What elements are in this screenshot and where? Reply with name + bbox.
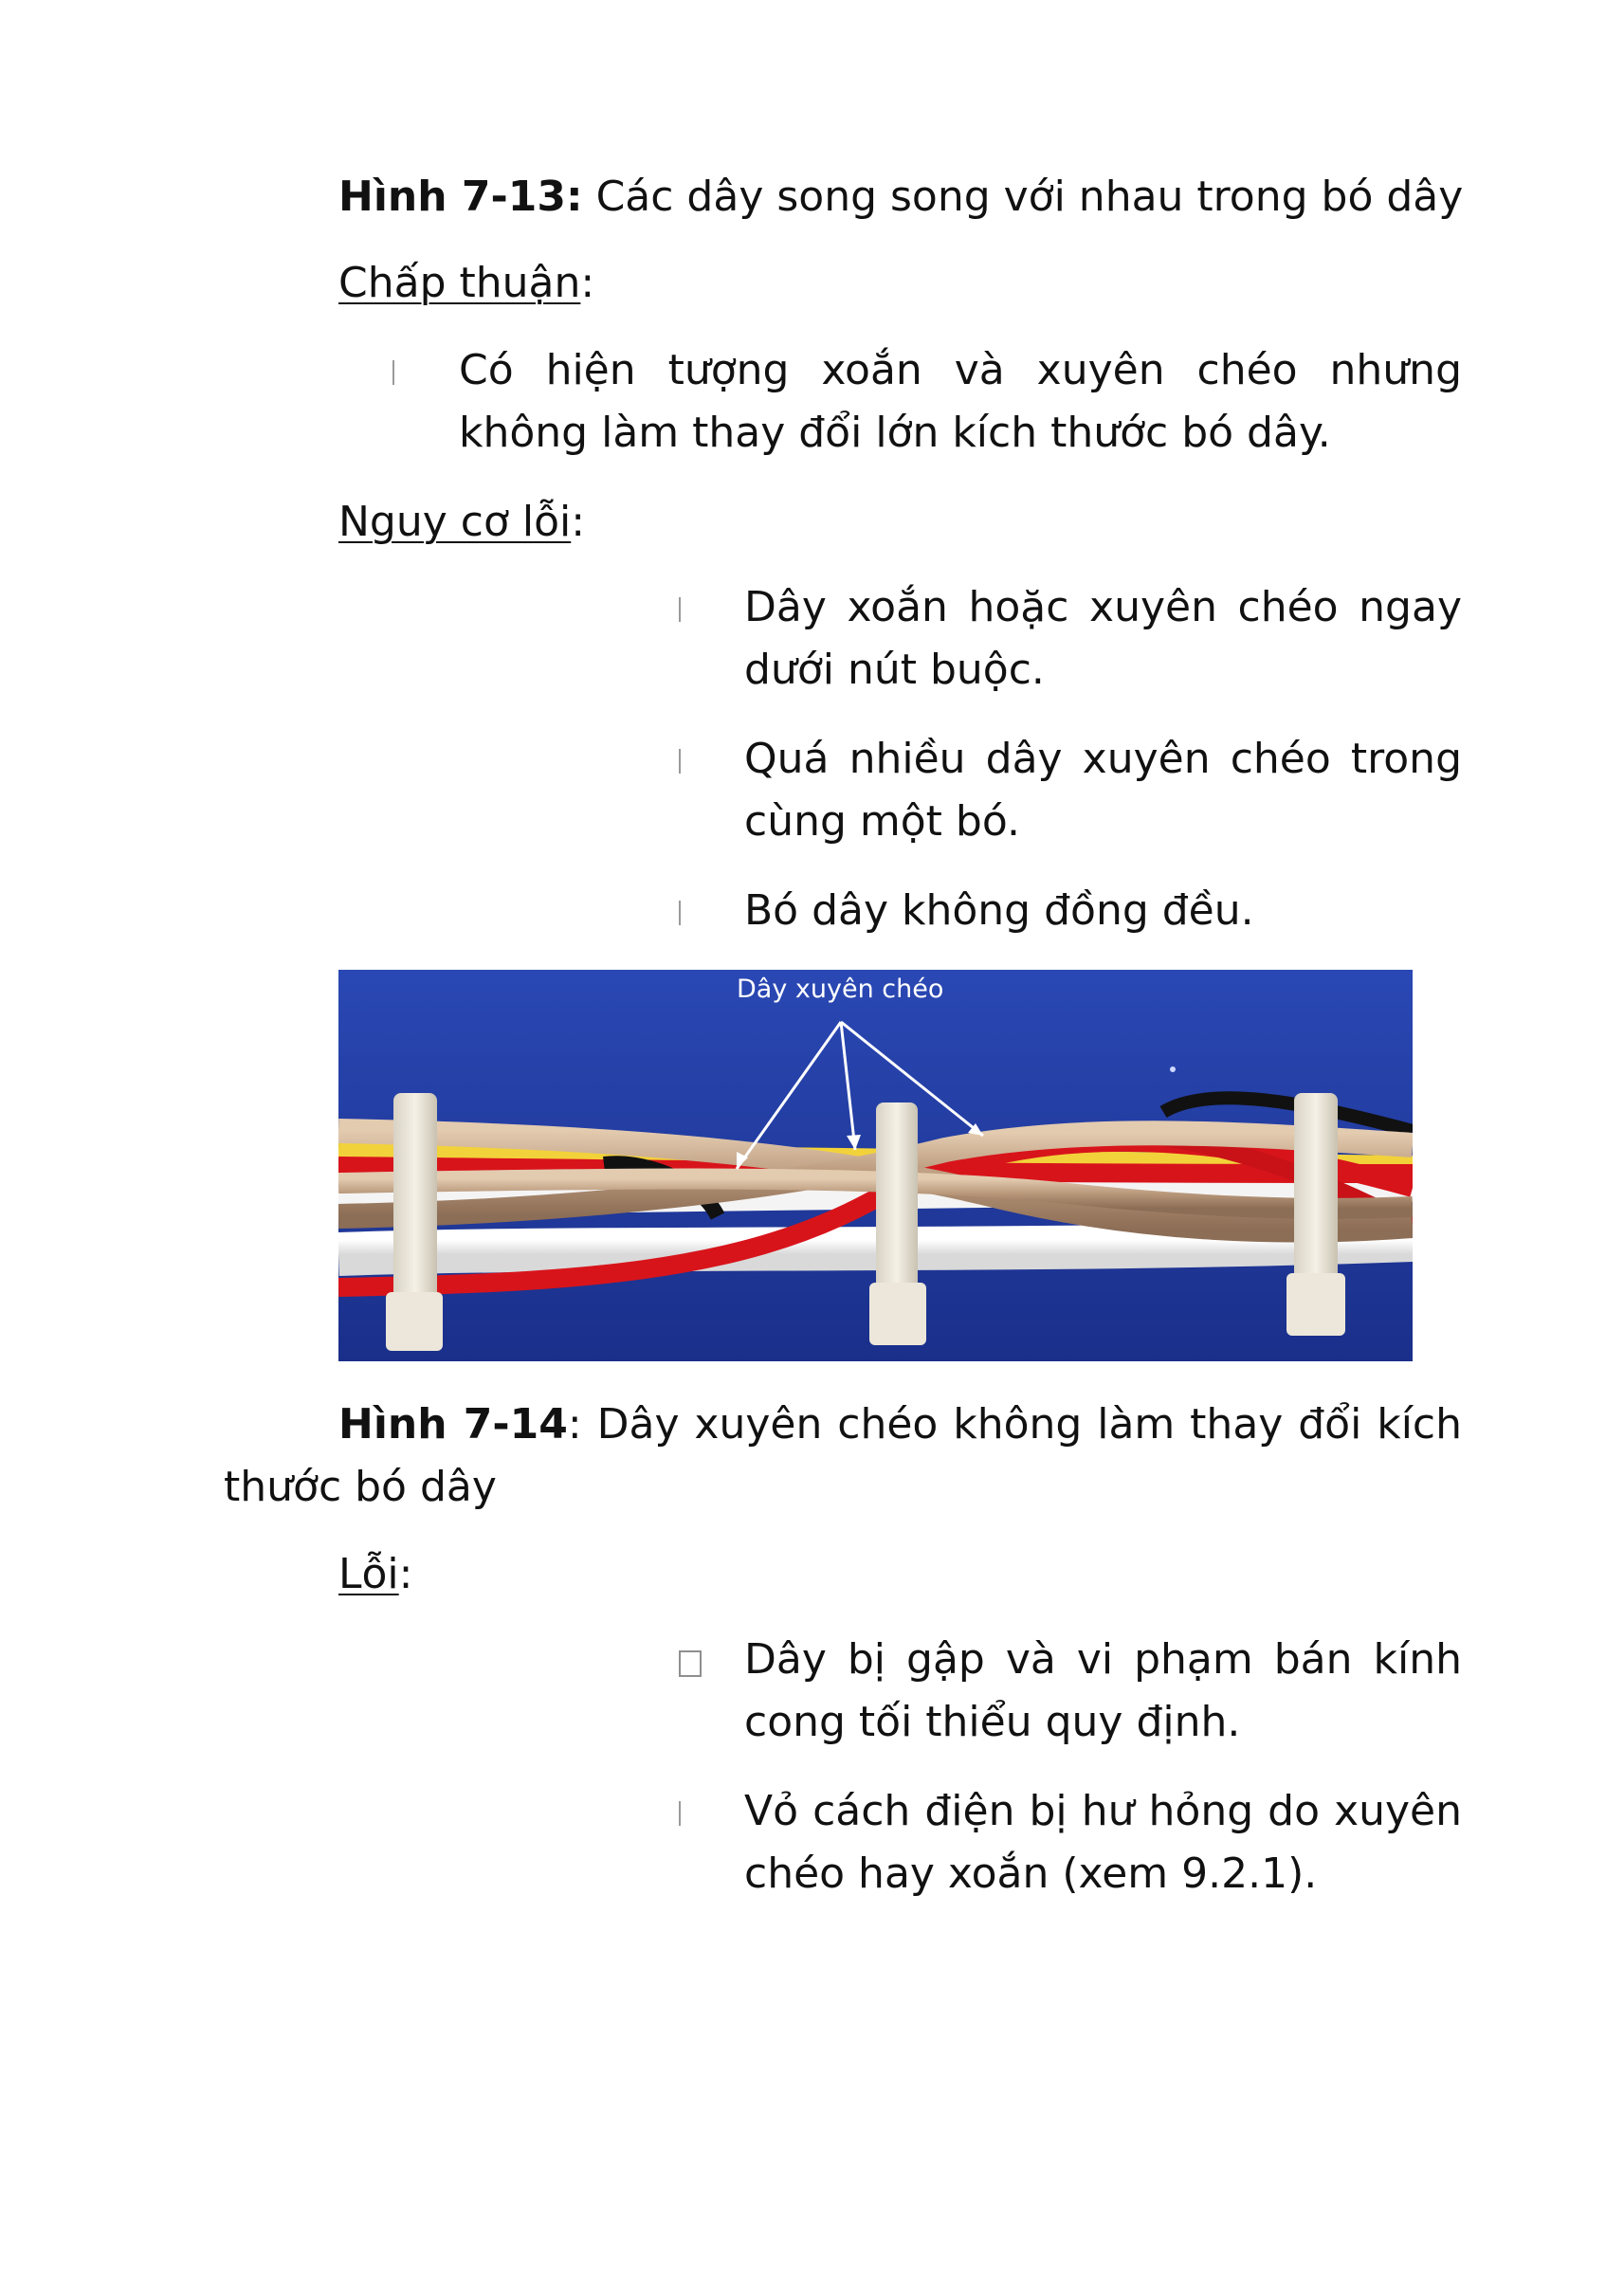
risk-heading-colon: : xyxy=(571,498,586,546)
photo-label: Dây xuyên chéo xyxy=(737,975,944,1004)
defect-heading-colon: : xyxy=(398,1550,413,1598)
defect-item-2: Vỏ cách điện bị hư hỏng do xuyên chéo hay xoắn (xem 9.2.1). xyxy=(744,1787,1462,1898)
risk-item-3: Bó dây không đồng đều. xyxy=(744,886,1254,935)
risk-heading-row xyxy=(338,491,585,554)
risk-heading: Nguy cơ lỗi xyxy=(338,498,572,546)
defect-heading: Lỗi xyxy=(338,1550,399,1598)
figure-7-13-text: Các dây song song với nhau trong bó dây xyxy=(582,173,1464,221)
bullet-icon xyxy=(679,597,681,622)
wire-bundle-illustration xyxy=(338,970,1413,1361)
figure-7-14-text: : Dây xuyên chéo không làm thay đổi kích thước bó dây xyxy=(224,1400,1462,1511)
bullet-icon xyxy=(679,1801,681,1826)
accept-heading: Chấp thuận xyxy=(338,259,581,307)
defect-item-1: Dây bị gập và vi phạm bán kính cong tối thiểu quy định. xyxy=(744,1635,1462,1746)
figure-7-13-caption xyxy=(338,166,1476,228)
risk-item-1: Dây xoắn hoặc xuyên chéo ngay dưới nút buộc. xyxy=(744,583,1462,694)
wire-bundle-photo xyxy=(338,970,1413,1361)
cable-tie xyxy=(386,1093,443,1351)
risk-item-2: Quá nhiều dây xuyên chéo trong cùng một bó. xyxy=(744,735,1462,846)
defect-heading-row xyxy=(338,1543,413,1606)
cable-tie xyxy=(1286,1093,1345,1336)
bullet-icon xyxy=(679,901,681,925)
figure-7-14-caption xyxy=(224,1394,1462,1519)
accept-item-1: Có hiện tượng xoắn và xuyên chéo nhưng không làm thay đổi lớn kích thước bó dây. xyxy=(459,346,1462,457)
accept-heading-row xyxy=(338,252,594,315)
checkbox-bullet-icon xyxy=(679,1650,702,1677)
accept-heading-colon: : xyxy=(580,259,595,307)
figure-7-14-label: Hình 7-14 xyxy=(338,1400,568,1449)
bullet-icon xyxy=(392,360,394,385)
bullet-icon xyxy=(679,749,681,774)
cable-tie xyxy=(869,1102,926,1345)
figure-7-13-label: Hình 7-13: xyxy=(338,173,583,221)
